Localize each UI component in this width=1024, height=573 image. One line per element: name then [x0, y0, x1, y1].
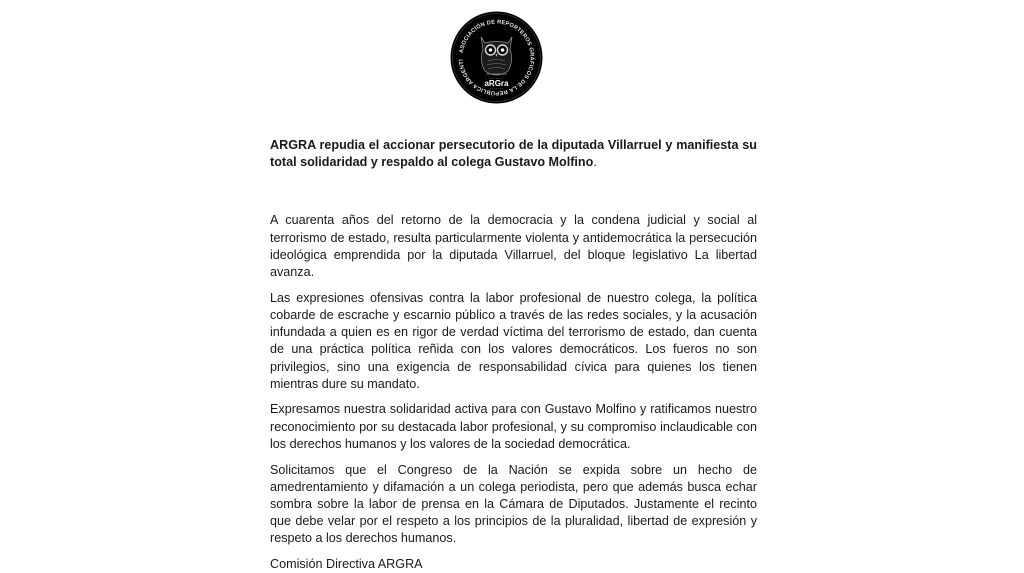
statement-document: [270, 137, 757, 573]
seal-ring-text: ASOCIACIÓN DE REPORTEROS GRÁFICOS DE LA REPÚBLICA ARGENTI: [458, 19, 535, 96]
argra-seal: [450, 11, 543, 104]
paragraph: Expresamos nuestra solidaridad activa para con Gustavo Molfino y ratificamos nuestro reconocimiento por su destacada labor profesional, y su compromiso inclaudicable con los derechos humanos y los valores de la sociedad democrática.: [270, 402, 757, 451]
paragraph: Las expresiones ofensivas contra la labor profesional de nuestro colega, la política cobarde de escrache y escarnio público a través de las redes sociales, y la acusación infundada a quien es en rigor de verdad víctima del terrorismo de estado, dan cuenta de una práctica política reñida con los valores democráticos. Los fueros no son privilegios, sino una exigencia de responsabilidad cívica para quienes los tienen mientras dure su mandato.: [270, 290, 757, 391]
seal-wordmark: aRGra: [484, 79, 509, 88]
headline-period: .: [593, 155, 597, 170]
headline: [270, 137, 757, 171]
argra-logo: [450, 11, 543, 104]
headline-text: ARGRA repudia el accionar persecutorio de la diputada Villarruel y manifiesta su total solidaridad y respaldo al colega Gustavo Molfino: [270, 138, 757, 170]
paragraph: Solicitamos que el Congreso de la Nación se expida sobre un hecho de amedrentamiento y difamación a un colega periodista, pero que además busca echar sombra sobre la labor de prensa en la Cámara de Diputados. Justamente el recinto que debe velar por el respeto a los principios de la pluralidad, libertad de expresión y respeto a los derechos humanos.: [270, 462, 757, 546]
signature: Comisión Directiva ARGRA: [270, 557, 423, 572]
owl-icon: [481, 37, 512, 75]
paragraph: A cuarenta años del retorno de la democracia y la condena judicial y social al terrorismo de estado, resulta particularmente violenta y antidemocrática la persecución ideológica emprendida por la diputada Villarruel, del bloque legislativo La libertad avanza.: [270, 213, 757, 280]
